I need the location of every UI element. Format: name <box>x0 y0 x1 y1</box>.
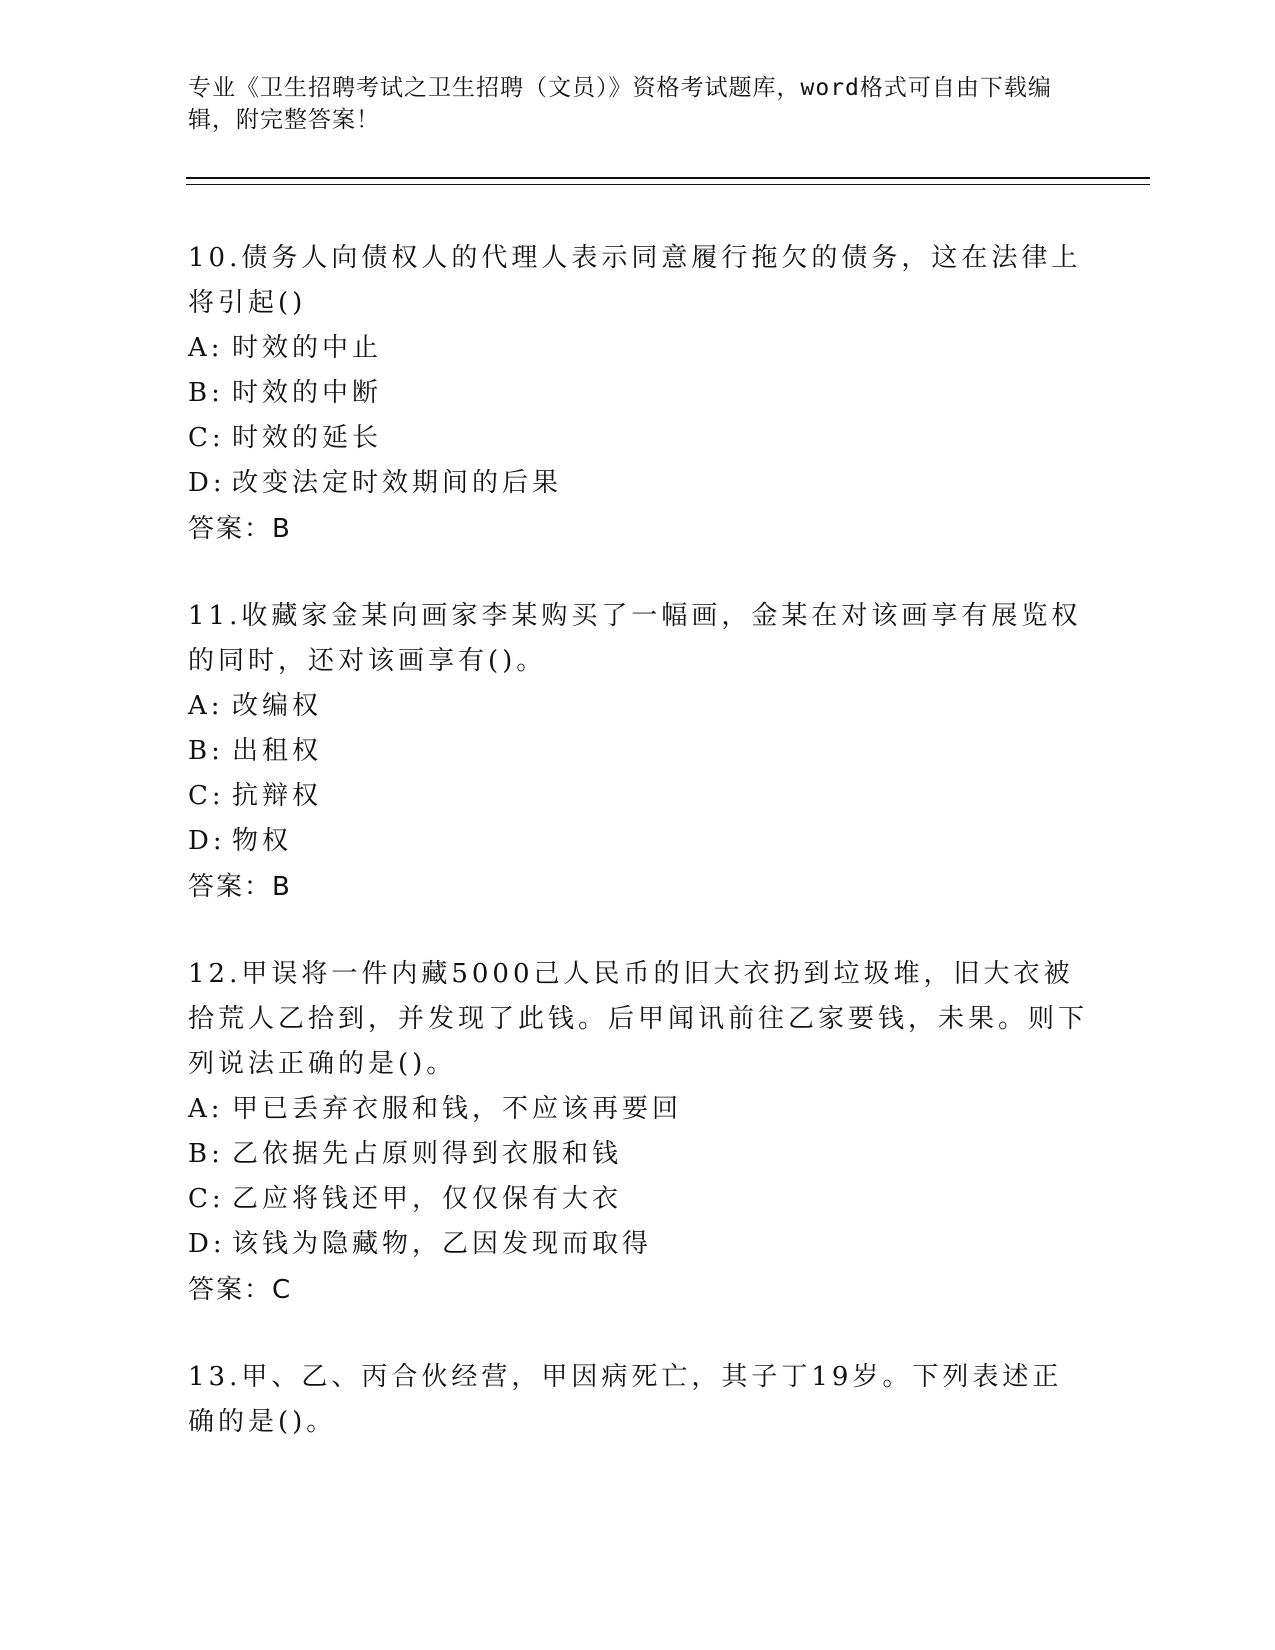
option-text: 乙应将钱还甲，仅仅保有大衣 <box>232 1184 623 1214</box>
option-d <box>188 1222 1088 1267</box>
option-text: 甲已丢弃衣服和钱，不应该再要回 <box>232 1094 683 1124</box>
header-divider-thin <box>186 184 1150 185</box>
option-text: 时效的中止 <box>232 333 383 363</box>
option-b <box>188 371 1088 416</box>
option-d <box>188 461 1088 506</box>
question-text: 12.甲误将一件内藏5000己人民币的旧大衣扔到垃圾堆，旧大衣被拾荒人乙拾到，并发现了此钱。后甲闻讯前往乙家要钱，未果。则下列说法正确的是()。 <box>188 959 1089 1079</box>
option-letter: B: <box>188 736 224 766</box>
option-letter: D: <box>188 1229 226 1259</box>
question-11 <box>188 594 1088 910</box>
option-b <box>188 1132 1088 1177</box>
option-text: 物权 <box>232 826 293 856</box>
option-text: 改编权 <box>232 691 323 721</box>
option-a <box>188 326 1088 371</box>
option-a <box>188 1087 1088 1132</box>
option-text: 出租权 <box>232 736 323 766</box>
question-13 <box>188 1355 1088 1445</box>
option-text: 该钱为隐藏物，乙因发现而取得 <box>232 1229 653 1259</box>
option-text: 乙依据先占原则得到衣服和钱 <box>232 1139 623 1169</box>
question-10 <box>188 236 1088 552</box>
option-letter: A: <box>188 691 224 721</box>
option-text: 抗辩权 <box>232 781 323 811</box>
option-text: 改变法定时效期间的后果 <box>232 468 563 498</box>
option-letter: C: <box>188 1184 225 1214</box>
document-header: 专业《卫生招聘考试之卫生招聘（文员）》资格考试题库，word格式可自由下载编辑，附完整答案！ <box>188 75 1052 133</box>
option-text: 时效的中断 <box>232 378 383 408</box>
option-d <box>188 819 1088 864</box>
option-c <box>188 1177 1088 1222</box>
option-letter: C: <box>188 423 225 453</box>
option-b <box>188 729 1088 774</box>
option-letter: D: <box>188 826 226 856</box>
option-a <box>188 684 1088 729</box>
option-c <box>188 774 1088 819</box>
answer-text: 答案：C <box>188 1275 293 1305</box>
option-letter: B: <box>188 1139 224 1169</box>
option-letter: D: <box>188 468 226 498</box>
question-text: 13.甲、乙、丙合伙经营，甲因病死亡，其子丁19岁。下列表述正确的是()。 <box>188 1362 1063 1437</box>
option-c <box>188 416 1088 461</box>
option-letter: B: <box>188 378 224 408</box>
question-list <box>188 236 1088 1487</box>
option-letter: C: <box>188 781 225 811</box>
answer-text: 答案：B <box>188 514 292 544</box>
question-text: 10.债务人向债权人的代理人表示同意履行拖欠的债务，这在法律上将引起() <box>188 243 1082 318</box>
answer-text: 答案：B <box>188 872 292 902</box>
header-divider-thick <box>186 177 1150 179</box>
option-text: 时效的延长 <box>232 423 383 453</box>
option-letter: A: <box>188 333 224 363</box>
question-12 <box>188 952 1088 1313</box>
option-letter: A: <box>188 1094 224 1124</box>
question-text: 11.收藏家金某向画家李某购买了一幅画，金某在对该画享有展览权的同时，还对该画享有()。 <box>188 601 1082 676</box>
